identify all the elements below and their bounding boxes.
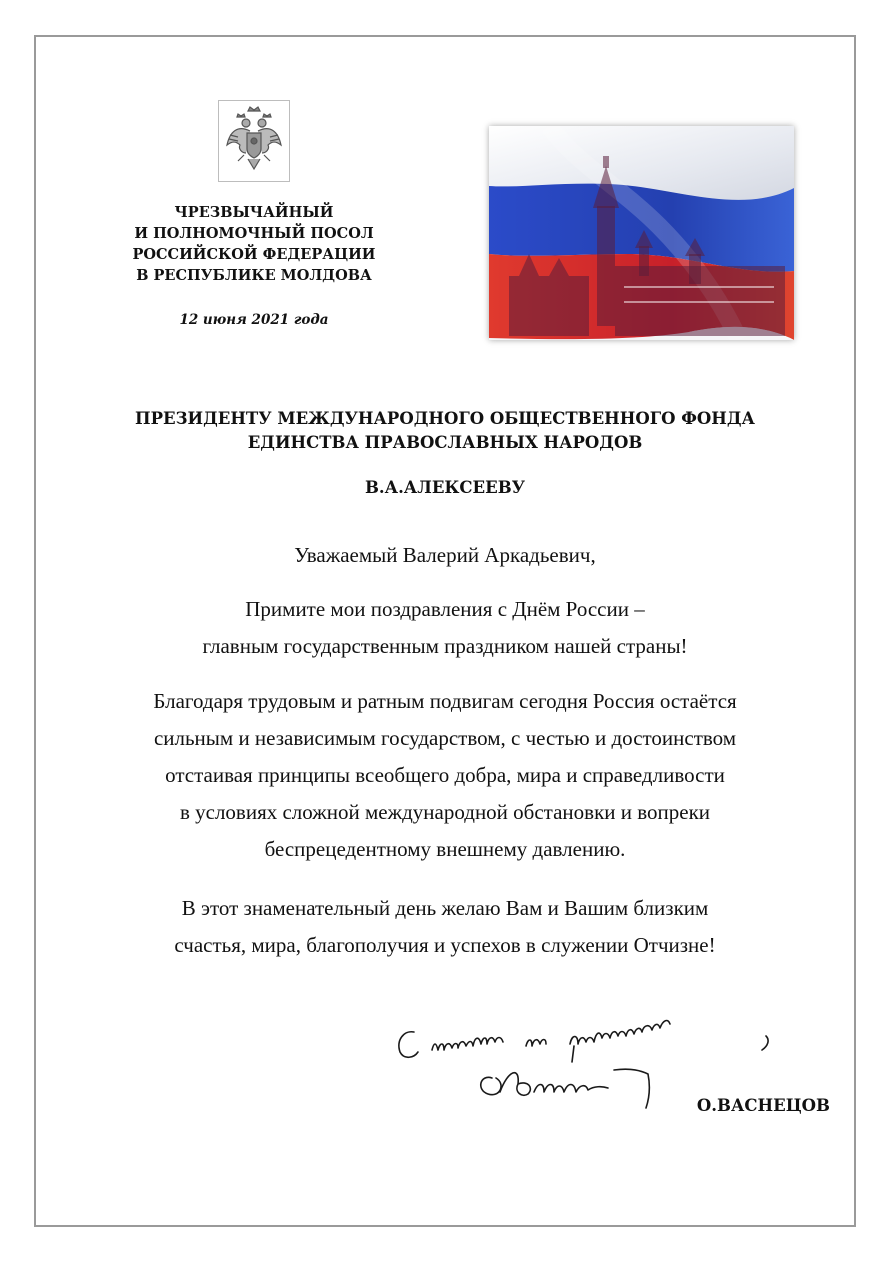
paragraph-line: главным государственным праздником нашей страны! [202,634,688,658]
paragraph-line: отстаивая принципы всеобщего добра, мира и справедливости [165,763,725,787]
sender-line: ЧРЕЗВЫЧАЙНЫЙ [174,204,334,221]
recipient-line: ПРЕЗИДЕНТУ МЕЖДУНАРОДНОГО ОБЩЕСТВЕННОГО ФОНДА [135,409,755,428]
recipient-line: ЕДИНСТВА ПРАВОСЛАВНЫХ НАРОДОВ [247,433,643,452]
handwritten-signature [388,1000,798,1110]
letter-date: 12 июня 2021 года [179,312,329,328]
coat-of-arms-icon [218,100,290,182]
signer-name: О.ВАСНЕЦОВ [696,1096,830,1115]
paragraph-line: беспрецедентному внешнему давлению. [264,837,626,861]
sender-line: И ПОЛНОМОЧНЫЙ ПОСОЛ [134,225,374,242]
recipient-title [60,407,830,455]
paragraph-line: Благодаря трудовым и ратным подвигам сегодня Россия остаётся [153,689,737,713]
paragraph-line: счастья, мира, благополучия и успехов в служении Отчизне! [174,933,716,957]
recipient-name: В.А.АЛЕКСЕЕВУ [364,478,526,497]
paragraph-line: в условиях сложной международной обстановки и вопреки [179,800,711,824]
letter-paragraph-2 [60,683,830,868]
letter-paragraph-3 [60,890,830,964]
russian-flag-kremlin-image [489,126,794,340]
letter-paragraph-1 [60,591,830,665]
sender-line: В РЕСПУБЛИКЕ МОЛДОВА [136,267,372,284]
letter-greeting: Уважаемый Валерий Аркадьевич, [294,543,596,567]
paragraph-line: В этот знаменательный день желаю Вам и Вашим близким [181,896,709,920]
paragraph-line: сильным и независимым государством, с честью и достоинством [153,726,737,750]
paragraph-line: Примите мои поздравления с Днём России – [245,597,645,621]
sender-line: РОССИЙСКОЙ ФЕДЕРАЦИИ [132,246,376,263]
sender-title [104,202,404,286]
